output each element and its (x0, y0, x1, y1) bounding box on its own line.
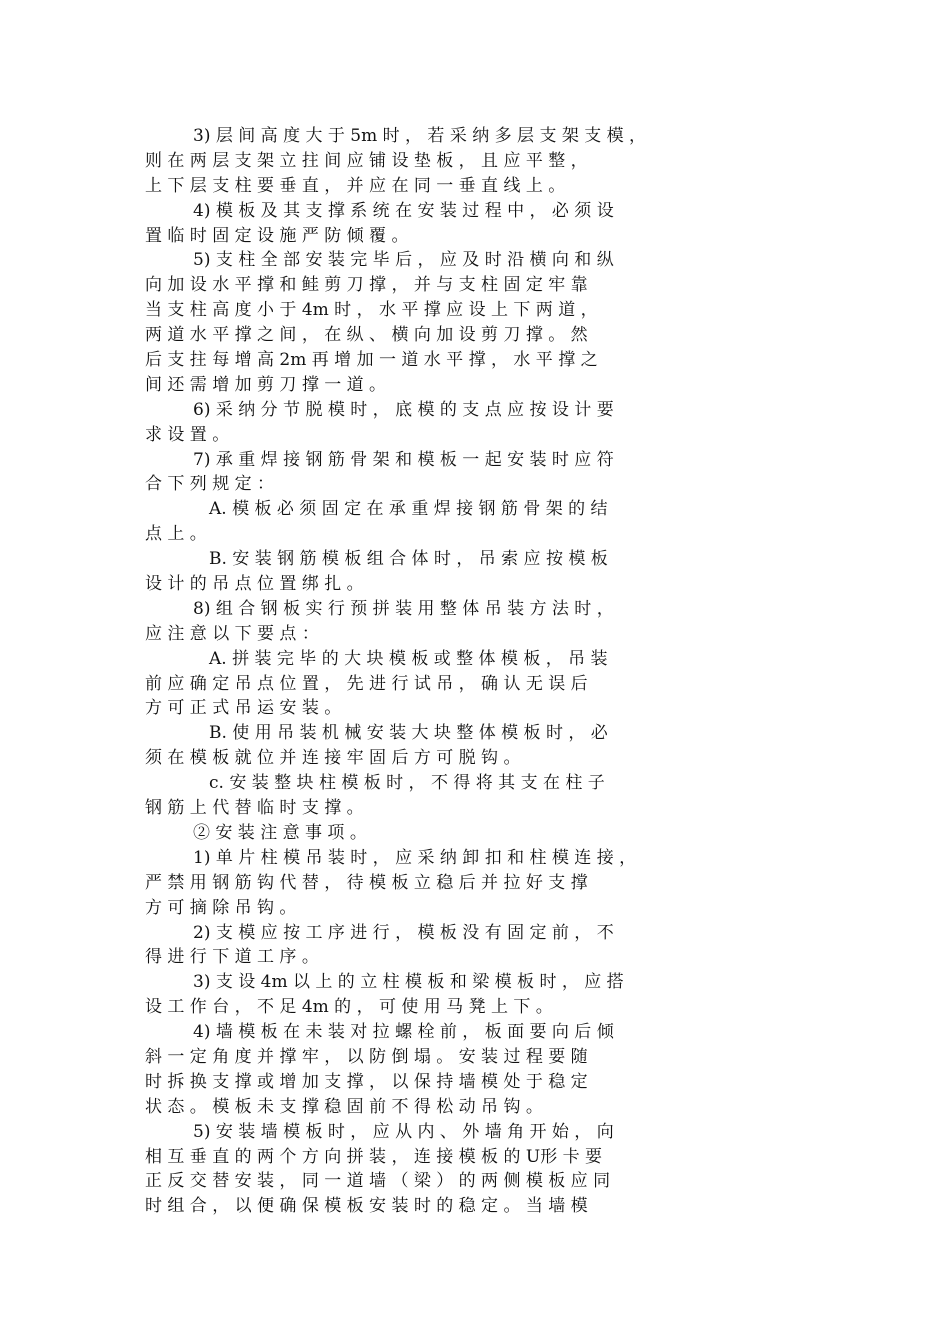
text-line: 合 下 列 规 定 ： (145, 474, 275, 495)
text-line: 4) 墙 模 板 在 未 装 对 拉 螺 栓 前 ， 板 面 要 向 后 倾 (193, 1022, 614, 1043)
text-line: 两 道 水 平 撑 之 间 ， 在 纵 、 横 向 加 设 剪 刀 撑 。 然 (145, 325, 588, 346)
text-line: 得 进 行 下 道 工 序 。 (145, 947, 319, 968)
text-line: 正 反 交 替 安 装 ， 同 一 道 墙 （ 梁 ） 的 两 侧 模 板 应 同 (145, 1171, 611, 1192)
text-line: 则 在 两 层 支 架 立 拄 间 应 铺 设 垫 板 ， 且 应 平 整 ， (145, 150, 588, 171)
text-line: B. 安 装 钢 筋 模 板 组 合 体 时 ， 吊 索 应 按 模 板 (209, 549, 608, 570)
text-line: 8) 组 合 钢 板 实 行 预 拼 装 用 整 体 吊 装 方 法 时 ， (193, 598, 614, 619)
text-line: 钢 筋 上 代 替 临 时 支 撑 。 (145, 798, 364, 819)
text-line: 相 互 垂 直 的 两 个 方 向 拼 装 ， 连 接 模 板 的 U形 卡 要 (145, 1146, 602, 1167)
text-line: c. 安 装 整 块 柱 模 板 时 ， 不 得 将 其 支 在 柱 子 (209, 773, 605, 794)
text-line: 4) 模 板 及 其 支 撑 系 统 在 安 装 过 程 中 ， 必 须 设 (193, 200, 614, 221)
text-line: 时 拆 换 支 撑 或 增 加 支 撑 ， 以 保 持 墙 模 处 于 稳 定 (145, 1071, 588, 1092)
text-line: 间 还 需 增 加 剪 刀 撑 一 道 。 (145, 374, 387, 395)
text-line: A. 模 板 必 须 固 定 在 承 重 焊 接 钢 筋 骨 架 的 结 (209, 499, 608, 520)
text-line: A. 拼 装 完 毕 的 大 块 模 板 或 整 体 模 板 ， 吊 装 (209, 648, 608, 669)
text-line: ② 安 装 注 意 事 项 。 (193, 822, 367, 843)
text-line: 5) 支 柱 全 部 安 装 完 毕 后 ， 应 及 时 沿 横 向 和 纵 (193, 250, 614, 271)
text-line: 斜 一 定 角 度 并 撑 牢 ， 以 防 倒 塌 。 安 装 过 程 要 随 (145, 1046, 588, 1067)
text-line: 时 组 合 ， 以 便 确 保 模 板 安 装 时 的 稳 定 。 当 墙 模 (145, 1196, 588, 1217)
text-line: 1) 单 片 柱 模 吊 装 时 ， 应 采 纳 卸 扣 和 柱 模 连 接 ， (193, 847, 637, 868)
body-text (145, 124, 817, 1219)
text-line: 点 上 。 (145, 524, 207, 545)
text-line: 须 在 模 板 就 位 并 连 接 牢 固 后 方 可 脱 钩 。 (145, 748, 521, 769)
text-line: 上 下 层 支 柱 要 垂 直 ， 并 应 在 同 一 垂 直 线 上 。 (145, 175, 566, 196)
text-line: 置 临 时 固 定 设 施 严 防 倾 覆 。 (145, 225, 409, 246)
text-line: 前 应 确 定 吊 点 位 置 ， 先 进 行 试 吊 ， 确 认 无 误 后 (145, 673, 588, 694)
text-line: 设 工 作 台 ， 不 足 4m 的 ， 可 使 用 马 凳 上 下 。 (145, 997, 553, 1018)
text-line: 6) 采 纳 分 节 脱 模 时 ， 底 模 的 支 点 应 按 设 计 要 (193, 399, 614, 420)
text-line: 求 设 置 。 (145, 424, 230, 445)
text-line: 状 态 。 模 板 未 支 撑 稳 固 前 不 得 松 动 吊 钩 。 (145, 1096, 543, 1117)
text-line: 方 可 正 式 吊 运 安 装 。 (145, 698, 342, 719)
text-line: 2) 支 模 应 按 工 序 进 行 ， 模 板 没 有 固 定 前 ， 不 (193, 922, 614, 943)
text-line: 方 可 摘 除 吊 钩 。 (145, 897, 297, 918)
text-line: 3) 支 设 4m 以 上 的 立 柱 模 板 和 梁 模 板 时 ， 应 搭 (193, 972, 624, 993)
text-line: 向 加 设 水 平 撑 和 鲑 剪 刀 撑 ， 并 与 支 柱 固 定 牢 靠 (145, 275, 588, 296)
text-line: 7) 承 重 焊 接 钢 筋 骨 架 和 模 板 一 起 安 装 时 应 符 (193, 449, 614, 470)
text-line: 应 注 意 以 下 要 点 ： (145, 623, 319, 644)
text-line: 当 支 柱 高 度 小 于 4m 时 ， 水 平 撑 应 设 上 下 两 道 ， (145, 300, 598, 321)
text-line: B. 使 用 吊 装 机 械 安 装 大 块 整 体 模 板 时 ， 必 (209, 723, 608, 744)
text-line: 3) 层 间 高 度 大 于 5m 时 ， 若 采 纳 多 层 支 架 支 模 ， (193, 126, 647, 146)
text-line: 5) 安 装 墙 模 板 时 ， 应 从 内 、 外 墙 角 开 始 ， 向 (193, 1121, 614, 1142)
text-line: 后 支 拄 每 增 高 2m 再 增 加 一 道 水 平 撑 ， 水 平 撑 之 (145, 350, 598, 371)
text-line: 严 禁 用 钢 筋 钩 代 替 ， 待 模 板 立 稳 后 并 拉 好 支 撑 (145, 872, 588, 893)
text-line: 设 计 的 吊 点 位 置 绑 扎 。 (145, 574, 364, 595)
